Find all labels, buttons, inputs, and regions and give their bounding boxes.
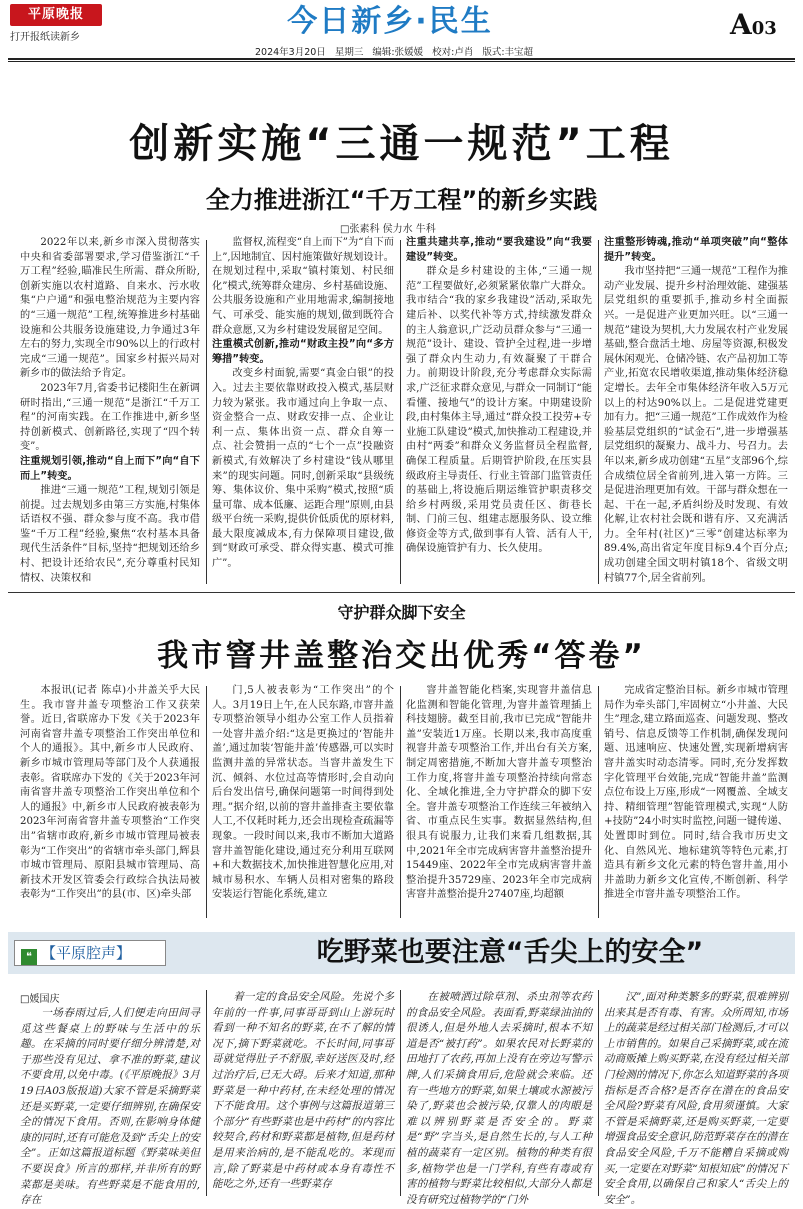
article3-column-4 <box>604 990 788 1206</box>
column-divider <box>400 990 401 1196</box>
page-number <box>730 8 777 41</box>
article1-subheading: 注重整形铸魂,推动“单项突破”向“整体提升”转变。 <box>604 237 788 263</box>
page-number-digits: 03 <box>751 18 777 39</box>
article3-author: □媛国庆 <box>20 994 60 1005</box>
article1-column-3 <box>406 236 592 586</box>
article3-column-2 <box>212 990 394 1196</box>
article1-paragraph: 监督权,流程变“自上而下”为“自下而上”,因地制宜、因村施策做好规划设计。在规划过程中,采取“镇村策划、村民细化”模式,统筹群众建房、乡村基础设施、公共服务设施和产业用地需求,编制接地气、可承受、能实施的规划,做到既符合群众意愿,又为乡村建设发展留足空间。 <box>212 237 394 336</box>
article2-kicker: 守护群众脚下安全 <box>337 603 466 622</box>
column-divider <box>206 240 207 584</box>
column-divider <box>206 990 207 1196</box>
designer-credit: 版式:丰宝超 <box>482 47 534 58</box>
section-title: 今日新乡·民生 <box>287 4 493 39</box>
article1-column-2 <box>212 236 394 586</box>
article1-subheading: 注重共建共享,推动“要我建设”向“我要建设”转变。 <box>406 237 592 263</box>
article2-column-3 <box>406 684 592 920</box>
article1-column-4 <box>604 236 788 586</box>
article2-paragraph: 窨井盖智能化档案,实现窨井盖信息化监测和智能化管理,为窨井盖管理插上科技翅膀。截至目前,我市已完成“智能井盖”安装近1万座。长期以来,我市高度重视窨井盖专项整治工作,并出台有关方案,制定周密措施,不断加大窨井盖专项整治工作力度,将窨井盖专项整治持续向常态化、全域化推进,全力守护群众的脚下安全。窨井盖专项整治工作连续三年被纳入省、市重点民生实事。数据显然结构,但很具有说服力,让我们来看几组数据,其中,2021年全市完成病害窨井盖整治提升15449座、2022年全市完成病害窨井盖整治提升35729座、2023年全市完成病害窨井盖整治提升27407座,均超额 <box>406 685 592 901</box>
article1-headline: 创新实施“三通一规范”工程 <box>129 121 674 167</box>
article1-paragraph: 群众是乡村建设的主体,“三通一规范”工程要做好,必须紧紧依靠广大群众。我市结合“我的家乡我建设”活动,采取先建后补、以奖代补等方式,持续激发群众的主人翁意识,广泛动员群众参与“三通一规范”设计、建设、管护全过程,进一步增强了群众内生动力,有效凝聚了干群合力。前期设计阶段,充分考虑群众实际需求,广泛征求群众意见,与群众一同制订“能看懂、接地气”的设计方案。中期建设阶段,由村集体主导,通过“群众投工投劳+专业施工队建设”模式,加快推动工程建设,并由村“两委”和群众义务监督员全程监督,确保工程质量。后期管护阶段,在压实县级政府主导责任、行业主管部门监管责任的基础上,将设施后期运维管护职责移交给乡村两级,采用党员责任区、街巷长制、门前三包、组建志愿服务队、设立维修资金等方式,做到事有人管、活有人干,确保设施管护有力、长久使用。 <box>406 266 592 555</box>
newspaper-slogan: 打开报纸读新乡 <box>10 32 80 43</box>
masthead-rule <box>8 58 795 60</box>
article3-paragraph: 着一定的食品安全风险。先说个多年前的一件事,同事哥哥到山上游玩时看到一种不知名的野菜,在不了解的情况下,摘下野菜就吃。不长时间,同事哥哥就觉得肚子不舒服,幸好送医及时,经过治疗后,已无大碍。后来才知道,那种野菜是一种中药材,在未经处理的情况下不能食用。这个事例与这篇报道第三个部分“有些野菜也是中药材”的内容比较契合,药材和野菜都是植物,但是药材是用来治病的,是不能乱吃的。苯现而言,除了野菜是中药材或本身有毒性不能吃之外,还有一些野菜存 <box>212 991 394 1191</box>
article3-paragraph: 在被喷洒过除草剂、杀虫剂等农药的食品安全风险。表面看,野菜绿油油的很诱人,但是外地人去采摘时,根本不知道是否“被打药”。如果农民对长野菜的田地打了农药,再加上没有在旁边写警示牌,人们采摘食用后,危险就会来临。还有一些地方的野菜,如果土壤或水源被污染了,野菜也会被污染,仅靠人的肉眼是难以辨别野菜是否安全的。野菜是“野”字当头,是自然生长的,与人工种植的蔬菜有一定区别。植物的种类有很多,植物学也是一门学科,有些有毒或有害的植物与野菜比较相似,大部分人都是没有研究过植物学的“门外 <box>406 991 592 1206</box>
column-divider <box>206 686 207 918</box>
section-divider <box>8 592 795 593</box>
article1-paragraph: 2023年7月,省委书记楼阳生在新调研时指出,“三通一规范”是浙江“千万工程”的河南实践。在工作推进中,新乡坚持创新模式、创新路径,实现了“四个转变”。 <box>20 382 200 453</box>
article2-column-2 <box>212 684 394 920</box>
article1-subheading: 注重模式创新,推动“财政主投”向“多方筹措”转变。 <box>212 339 394 365</box>
article3-paragraph: 一场春雨过后,人们便走向田间寻觅这些餐桌上的野味与生活中的乐趣。在采摘的同时要仔细分辨清楚,对于那些没有见过、拿不准的野菜,建议不要食用,以免中毒。(《平原晚报》3月19日A03版报道)大家不管是采摘野菜还是买野菜,一定要仔细辨别,在确保安全的情况下食用。否则,在影响身体健康的同时,还有可能危及到“舌尖上的安全”。正如这篇报道标题《野菜味美但不要误食》所言的那样,并非所有的野菜都是美味。有些野菜是不能食用的,存在 <box>20 1007 200 1207</box>
article1-paragraph: 2022年以来,新乡市深入贯彻落实中央和省委部署要求,学习借鉴浙江“千万工程”经验,瞄准民生所需、群众所盼,创新实施以农村道路、自来水、污水收集“户户通”和强电整治规范为主要内容的“三通一规范”工程,统筹推进乡村基础设施和公共服务设施建设,力争通过3年左右的努力,实现全市90%以上的行政村完成“三通一规范”。国家乡村振兴局对新乡市的做法给予肯定。 <box>20 237 200 380</box>
editor-credit: 编辑:张媛媛 <box>372 47 424 58</box>
article3-column-3 <box>406 990 592 1206</box>
masthead-rule-thin <box>8 61 795 62</box>
article2-column-1 <box>20 684 200 920</box>
page-letter: A <box>730 8 752 41</box>
article2-paragraph: 门,5人被表彰为“工作突出”的个人。3月19日上午,在人民东路,市窨井盖专项整治领导小组办公室工作人员指着一处窨井盖介绍:“这是更换过的‘智能井盖’,通过加装‘智能井盖’传感器,可以实时监测井盖的异常状态。当窨井盖发生下沉、倾斜、水位过高等情形时,会自动向后台发出信号,确保问题第一时间得到处理。”据介绍,以前的窨井盖排查主要依靠人工,不仅耗时耗力,还会出现检查疏漏等现象。一段时间以来,我市不断加大道路窨井盖智能化建设,通过充分利用互联网+和大数据技术,加快推进智慧化应用,对城市易积水、车辆人员相对密集的路段安装运行智能化系统,建立 <box>212 685 394 901</box>
column-tag <box>14 940 166 966</box>
quote-icon: ❝ <box>21 949 37 965</box>
newspaper-logo: 平原晚报 <box>10 4 102 26</box>
article2-headline: 我市窨井盖整治交出优秀“答卷” <box>157 638 646 674</box>
article2-column-4 <box>604 684 788 920</box>
column-divider <box>598 240 599 584</box>
article1-byline: □张素科 侯力水 牛科 <box>340 224 436 235</box>
issue-weekday: 星期三 <box>334 47 364 58</box>
article3-paragraph: 汉”,面对种类繁多的野菜,很难辨别出来其是否有毒、有害。众所周知,市场上的蔬菜是经过相关部门检测后,才可以上市销售的。如果自己采摘野菜,或在流动商贩摊上购买野菜,在没有经过相关部门检测的情况下,你怎么知道野菜的各项指标是否合格?是否存在潜在的食品安全风险?野菜有风险,食用须谨慎。大家不管是采摘野菜,还是购买野菜,一定要增强食品安全意识,防范野菜存在的潜在食品安全风险,千万不能糟自采摘或购买,一定要在对野菜“知根知底”的情况下安全食用,以确保自己和家人“舌尖上的安全”。 <box>604 991 788 1206</box>
issue-date: 2024年3月20日 <box>255 47 326 58</box>
column-divider <box>598 990 599 1196</box>
article1-subheading: 注重规划引领,推动“自上而下”向“自下而上”转变。 <box>20 455 200 482</box>
article1-subheadline: 全力推进浙江“千万工程”的新乡实践 <box>205 186 598 214</box>
article2-paragraph: 完成省定整治目标。新乡市城市管理局作为牵头部门,牢固树立“小井盖、大民生”理念,建立路面巡查、问题发现、整改销号、信息反馈等工作机制,确保发现问题、迅速响应、快速处置,实现新增病害窨井盖实时动态清零。同时,充分发挥数字化管理平台效能,完成“智能井盖”监测点位布设上万座,形成“一网覆盖、全域支持、精细管理”智能管理模式,实现“人防+技防”24小时实时监控,问题一键传递、处置即时到位。同时,结合我市历史文化、自然风光、地标建筑等特色元素,打造具有新乡文化元素的特色窨井盖,用小井盖助力新乡文化宣传,不断创新、科学推进全市窨井盖专项整治工作。 <box>604 685 788 901</box>
article1-paragraph: 我市坚持把“三通一规范”工程作为推动产业发展、提升乡村治理效能、建强基层党组织的重要抓手,推动乡村全面振兴。一是促进产业更加兴旺。以“三通一规范”建设为契机,大力发展农村产业发展基础,整合盘活土地、房屋等资源,积极发展休闲观光、仓储冷链、农产品初加工等产业,拓宽农民增收渠道,推动集体经济稳定增长。去年全市集体经济年收入5万元以上的村达90%以上。二是促进党建更加有力。把“三通一规范”工作成效作为检验基层党组织的“试金石”,进一步增强基层党组织的凝聚力、战斗力、号召力。去年以来,新乡成功创建“五星”支部96个,综合成绩位居全省前列,进入第一方阵。三是促进治理更加有效。干部与群众想在一起、干在一起,矛盾纠纷及时发现、有效化解,让农村社会既和谐有序、又充满活力。全年村(社区)“三零”创建达标率为89.4%,高出省定年度目标9.4个百分点;成功创建全国文明村镇18个、省级文明村镇77个,居全省前列。 <box>604 266 788 584</box>
article1-column-1 <box>20 236 200 586</box>
proofreader-credit: 校对:卢肖 <box>432 47 474 58</box>
column-divider <box>598 686 599 918</box>
article2-paragraph: 本报讯(记者 陈卓)小井盖关乎大民生。我市窨井盖专项整治工作又获荣誉。近日,省联席办下发《关于2023年河南省窨井盖专项整治工作突出单位和个人的通报》。其中,新乡市人民政府、新乡市城市管理局等部门及个人获通报表彰。省联席办下发的《关于2023年河南省窨井盖专项整治工作突出单位和个人的通报》中,新乡市人民政府被表彰为2023年河南省窨井盖专项整治“工作突出”省辖市政府,新乡市城市管理局被表彰为“工作突出”的省辖市牵头部门,辉县市城市管理局、原阳县城市管理局、高新技术开发区管委会行政综合执法局被表彰为“工作突出”的县(市、区)牵头部 <box>20 685 200 901</box>
column-divider <box>400 240 401 584</box>
article3-headline: 吃野菜也要注意“舌尖上的安全” <box>316 937 704 968</box>
masthead-info <box>255 44 565 58</box>
article1-paragraph: 推进“三通一规范”工程,规划引领是前提。过去规划多由第三方实施,村集体话语权不强、群众参与度不高。我市借鉴“千万工程”经验,聚焦“农村基本具备现代生活条件”目标,坚持“把规划还给乡村、把设计还给农民”,充分尊重村民知情权、决策权和 <box>20 485 200 584</box>
column-divider <box>400 686 401 918</box>
article1-paragraph: 改变乡村面貌,需要“真金白银”的投入。过去主要依靠财政投入模式,基层财力较为紧张。我市通过向上争取一点、资金整合一点、财政安排一点、企业让利一点、集体出资一点、群众自筹一点、社会赞捐一点的“七个一点”投融资新模式,有效解决了乡村建设“钱从哪里来”的现实问题。同时,创新采取“县级统筹、集体议价、集中采购”模式,按照“质量可靠、成本低廉、运距合理”原则,由县级平台统一采购,提供价低质优的原材料,最大限度减成本,有力保障项目建设,做到“财政可承受、群众得实惠、模式可推广”。 <box>212 368 394 570</box>
article3-column-1 <box>20 1006 200 1207</box>
column-tag-label: 【平原腔声】 <box>41 944 132 962</box>
